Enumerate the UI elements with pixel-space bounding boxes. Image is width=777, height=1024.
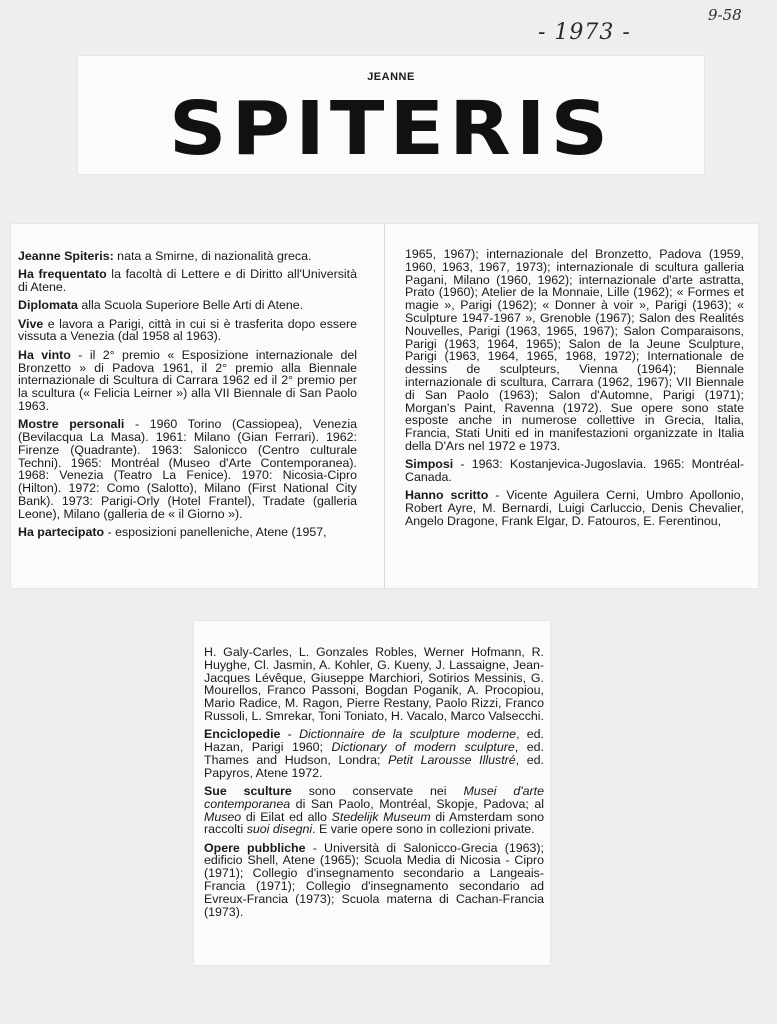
group-shows-continued: 1965, 1967); internazionale del Bronzetto, Padova (1959, 1960, 1963, 1967, 1973); internazionale di scultura galleria Pagani, Milano (1960, 1962); internazionale d'arte astratta, Prato (1960); Atelier de la Monnaie, Lille (1962); « Formes et magie », Parigi (1962); « Donner à voir », Parigi (1963); « Sculpture 1947-1967 », Grenoble (1967); Salon des Realités Nouvelles, Parigi (1963, 1965, 1967); Salon Comparaisons, Parigi (1963, 1964, 1965); Salon de la Jeune Sculpture, Parigi (1963, 1964, 1965, 1968, 1972); Internationale de dessins de sculpteurs, Vienna (1964); Biennale internazionale di scultura, Carrara (1962, 1967); VII Biennale di San Paolo (1963); Salon d'Automne, Parigi (1971); Morgan's Paint, Ravenna (1972). Sue opere sono state esposte anche in numerose collettive in Grecia, Italia, Francia, Stati Uniti ed in manifestazioni organizzate in Italia della D'Ars nel 1972 e 1973. xyxy=(405,247,744,453)
collections-paragraph: Sue sculture sono conservate nei Musei d'arte contemporanea di San Paolo, Montréal, Skopje, Padova; al Museo di Eilat ed allo Stedelijk Museum di Amsterdam sono raccolti suoi disegni. E varie opere sono in collezioni private. xyxy=(204,783,544,837)
education-paragraph: Ha frequentato la facoltà di Lettere e di Diritto all'Università di Atene. xyxy=(18,267,358,295)
biography-clipping xyxy=(11,224,758,588)
residence-paragraph: Vive e lavora a Parigi, città in cui si è trasferita dopo essere vissuta a Venezia (dal 1958 al 1963). xyxy=(18,316,357,344)
symposia-paragraph: Simposi - 1963: Kostanjevica-Jugoslavia. 1965: Montréal-Canada. xyxy=(405,457,744,485)
page-number-annotation: 9-58 xyxy=(708,6,742,24)
critics-continued: H. Galy-Carles, L. Gonzales Robles, Werner Hofmann, R. Huyghe, Cl. Jasmin, A. Kohler, G. Kueny, J. Lassaigne, Jean-Jacques Lévêque, Giuseppe Marchiori, Sotirios Messinis, G. Mourellos, Franco Passoni, Bogdan Poganik, A. Procopiou, Mario Radice, M. Ragon, Pierre Restany, Paolo Rizzi, Franco Russoli, L. Smrekar, Toni Toniato, H. Vacalo, Marco Valsecchi. xyxy=(204,645,544,723)
first-name: JEANNE xyxy=(367,71,415,83)
diploma-paragraph: Diplomata alla Scuola Superiore Belle Arti di Atene. xyxy=(18,298,304,313)
group-shows-paragraph: Ha partecipato - esposizioni panelleniche, Atene (1957, xyxy=(18,525,327,540)
birth-paragraph: Jeanne Spiteris: nata a Smirne, di nazionalità greca. xyxy=(18,249,312,263)
year-annotation: - 1973 - xyxy=(538,20,631,45)
name-banner-clipping xyxy=(78,56,704,174)
solo-shows-paragraph: Mostre personali - 1960 Torino (Cassiopea), Venezia (Bevilacqua La Masa). 1961: Milano (Gian Ferrari). 1962: Firenze (Quadrante). 1963: Salonicco (Centro culturale Techni). 1965: Montréal (Museo d'Arte Contemporanea). 1968: Venezia (Teatro La Fenice). 1970: Nicosia-Cipro (Hilton). 1972: Como (Salotto), Milano (First National City Bank). 1973: Parigi-Orly (Hotel Frantel), Tradate (galleria Leone), Milano (galleria de « il Giorno »). xyxy=(18,417,358,521)
biography-left-column xyxy=(18,250,357,544)
encyclopedias-paragraph: Enciclopedie - Dictionnaire de la sculpture moderne, ed. Hazan, Parigi 1960; Dictionary of modern sculpture, ed. Thames and Hudson, Londra; Petit Larousse Illustré, ed. Papyros, Atene 1972. xyxy=(204,727,544,780)
fold-line xyxy=(384,224,385,588)
continuation-clipping xyxy=(194,621,550,965)
public-works-paragraph: Opere pubbliche - Università di Salonicco-Grecia (1963); edificio Shell, Atene (1965); Scuola Media di Nicosia - Cipro (1971); Collegio d'insegnamento secondario a Langeais-Francia (1971); Collegio d'insegnamento secondario ad Evreux-Francia (1973); Scuola materna di Cachan-Francia (1973). xyxy=(204,840,544,919)
continuation-column xyxy=(204,646,544,924)
critics-paragraph: Hanno scritto - Vicente Aguilera Cerni, Umbro Apollonio, Robert Ayre, M. Bernardi, Luigi Carluccio, Denis Chevalier, Angelo Dragone, Frank Elgar, D. Fatouros, E. Ferentinou, xyxy=(405,488,744,528)
biography-right-column xyxy=(405,248,744,533)
last-name-heading: SPITERIS xyxy=(168,85,614,172)
awards-paragraph: Ha vinto - il 2° premio « Esposizione internazionale del Bronzetto » di Padova 1961, il 2° premio alla Biennale internazionale di Scultura di Carrara 1962 ed il 2° premio per la scultura (« Felicia Leirner ») alla VII Biennale di San Paolo 1963. xyxy=(18,347,358,413)
